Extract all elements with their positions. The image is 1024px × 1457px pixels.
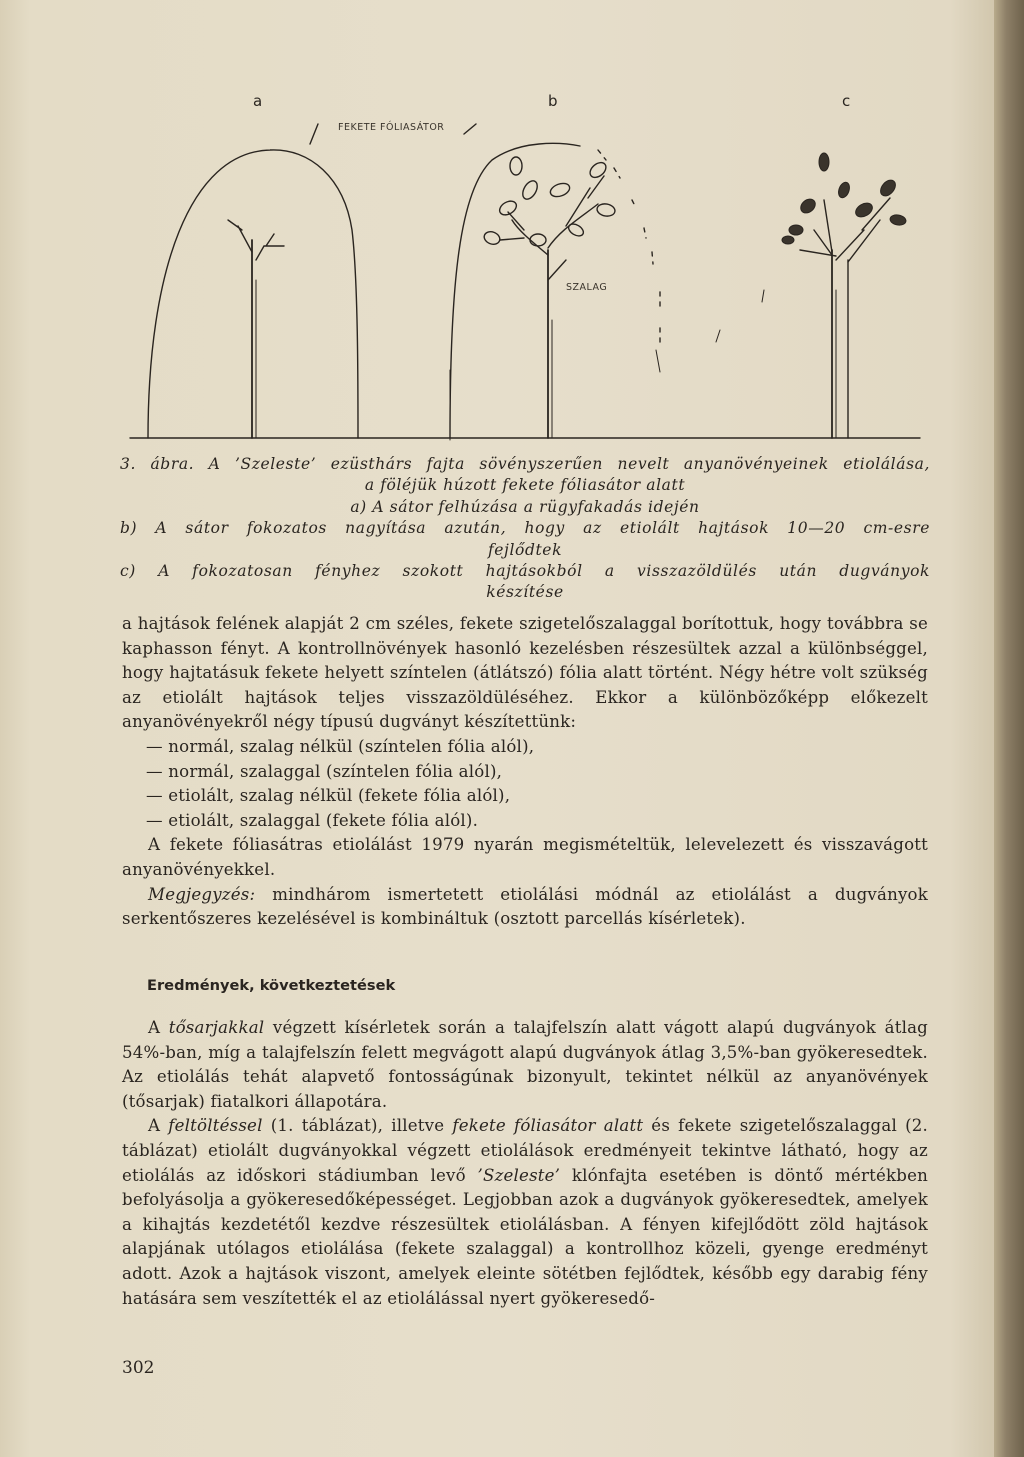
plant-a-shoot-right: [256, 234, 284, 260]
paragraph-etiolation-results: A feltöltéssel (1. táblázat), illetve fekete fóliasátor alatt és fekete szigetelőszalaggal (2. táblázat) etiolált dugványokkal végzett etiolálások eredményeit tekintve látható, hogy az etiolálás az időskori stádiumban levő ’Szeleste’ klónfajta esetében is döntő mértékben befolyásolja a gyökeresedőképességet. Legjobban azok a dugványok gyökeresedtek, amelyek a kihajtás kezdetétől kezdve részesültek etiolálásban. A fényen kifejlődött zöld hajtások alapjának utólagos etiolálása (fekete szalaggal) a kontrollhoz közeli, gyenge eredményt adott. Azok a hajtások viszont, amelyek eleinte sötétben fejlődtek, később egy darabig fény hatására sem veszítették el az etiolálással nyert gyökeresedő-: [122, 1116, 928, 1308]
body-section-results: [122, 1016, 928, 1311]
tent-b-outline: [450, 143, 580, 438]
figure-letter-b: b: [548, 92, 558, 110]
paragraph-tape: a hajtások felének alapját 2 cm széles, fekete szigetelőszalaggal borítottuk, hogy továbbra se kaphasson fényt. A kontrollnövények hasonló kezelésben részesültek azzal a különbséggel, hogy hajtatásuk fekete helyett színtelen (átlátszó) fólia alatt történt. Négy hétre volt szükség az etiolált hajtások teljes visszazöldüléséhez. Ekkor a különbözőképp előkezelt anyanövényekről négy típusú dugványt készítettünk:: [122, 614, 928, 732]
tent-b-dashed-edge: [598, 150, 660, 344]
plant-a-shoot-left: [228, 220, 252, 252]
paragraph-root-suckers: A tősarjakkal végzett kísérletek során a talajfelszín alatt vágott alapú dugványok átlag 54%-ban, míg a talajfelszín felett megvágott alapú dugványok átlag 3,5%-ban gyökeresedtek. Az etiolálás tehát alapvető fontosságúnak bizonyult, tekintet nélkül az anyanövények (tősarjak) fiatalkori állapotára.: [122, 1018, 928, 1111]
note-text: mindhárom ismertetett etiolálási módnál az etiolálást a dugványok serkentőszeres kezelésével is kombináltuk (osztott parcellás kísérletek).: [122, 884, 928, 929]
list-item: — normál, szalaggal (színtelen fólia alól),: [146, 761, 503, 781]
list-item: — etiolált, szalag nélkül (fekete fólia alól),: [146, 786, 511, 806]
body-section-methods: [122, 612, 928, 932]
plant-c-leaves: [782, 153, 907, 244]
caption-item-c: c) A fokozatosan fényhez szokott hajtásokból a visszazöldülés után dugványok: [120, 562, 930, 581]
figure-3: [120, 80, 930, 450]
caption-item-a: a) A sátor felhúzása a rügyfakadás idején: [350, 497, 700, 516]
tent-a-outline: [148, 150, 358, 438]
caption-item-b-cont: fejlődtek: [487, 540, 563, 559]
section-heading: Eredmények, következtetések: [147, 977, 396, 994]
caption-item-c-cont: készítése: [486, 583, 564, 602]
caption-line-2: a föléjük húzott fekete fóliasátor alatt: [364, 476, 686, 495]
figure-letter-a: a: [253, 92, 263, 110]
figure-caption: [120, 454, 930, 604]
caption-item-b: b) A sátor fokozatos nagyítása azután, hogy az etiolált hajtások 10—20 cm-esre: [120, 519, 930, 538]
caption-line-1: 3. ábra. A ’Szeleste’ ezüsthárs fajta sövényszerűen nevelt anyanövényeinek etiolálása,: [120, 455, 930, 473]
list-item: — normál, szalag nélkül (színtelen fólia alól),: [146, 736, 535, 756]
label-tape: SZALAG: [566, 282, 608, 293]
page-edge: [994, 0, 1024, 1457]
note-label: Megjegyzés:: [148, 884, 256, 904]
label-foil-tent: FEKETE FÓLIASÁTOR: [338, 122, 445, 133]
page-number: 302: [122, 1358, 155, 1378]
paragraph-note: [122, 883, 928, 932]
list-item: — etiolált, szalaggal (fekete fólia alól).: [146, 810, 479, 830]
figure-letter-c: c: [842, 92, 851, 110]
figure-drawing: [120, 80, 930, 450]
paragraph-repeat: A fekete fóliasátras etiolálást 1979 nyarán megismételtük, lelevelezett és visszavágott anyanövényekkel.: [122, 835, 928, 879]
